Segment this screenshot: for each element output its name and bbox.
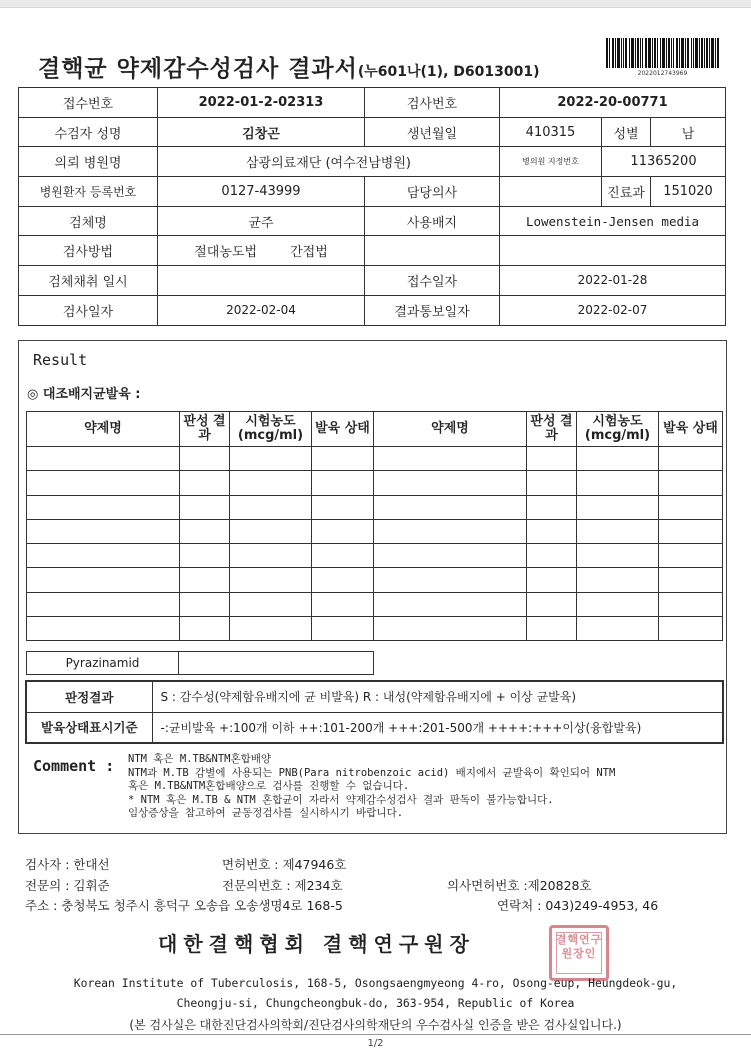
- pyrazinamide-label: Pyrazinamid: [27, 652, 179, 674]
- hospital-code-label: 병의원 지정번호: [500, 147, 602, 177]
- table-row: [19, 147, 726, 177]
- english-address-line2: Cheongju-si, Chungcheongbuk-do, 363-954, Republic of Korea: [176, 996, 575, 1010]
- table-row: [19, 177, 726, 207]
- patient-name-label: 수검자 성명: [19, 117, 158, 147]
- col-drug: 약제명: [374, 412, 527, 447]
- doctor-label: 담당의사: [365, 177, 500, 207]
- table-row: [27, 592, 723, 616]
- test-date: 2022-02-04: [158, 295, 365, 325]
- col-judge: 판성 결과: [180, 412, 230, 447]
- col-judge: 판성 결과: [527, 412, 577, 447]
- form-code: (누601나(1), D6013001): [357, 64, 540, 80]
- judge-criteria-text: S : 감수성(약제함유배지에 균 비발육) R : 내성(약제함유배지에 + 이상 균발육): [152, 681, 723, 712]
- viewer-top-bar: [0, 0, 751, 8]
- patient-reg-no: 0127-43999: [158, 177, 365, 207]
- test-no-label: 검사번호: [365, 88, 500, 118]
- sex-value: 남: [651, 117, 726, 147]
- judge-criteria-label: 판정결과: [26, 681, 152, 712]
- method-label: 검사방법: [19, 236, 158, 266]
- english-address-line1: Korean Institute of Tuberculosis, 168-5, Osongsaengmyeong 4-ro, Osong-eup, Heungdeok-gu,: [73, 976, 678, 990]
- receive-date: 2022-01-28: [500, 266, 726, 296]
- address: 주소 : 충청북도 청주시 흥덕구 오송읍 오송생명4로 168-5: [25, 898, 343, 913]
- media-value: Lowenstein-Jensen media: [500, 206, 726, 236]
- col-conc: 시험농도 (mcg/ml): [577, 412, 659, 447]
- birth-value: 410315: [500, 117, 602, 147]
- result-label: Result: [33, 351, 88, 369]
- organization-name: 대한결핵협회 결핵연구원장: [158, 932, 475, 956]
- table-row: [27, 519, 723, 543]
- doctor-license: 의사면허번호 :제20828호: [447, 878, 592, 893]
- table-row: [27, 471, 723, 495]
- comment-line: NTM 혹은 M.TB&NTM혼합배양: [128, 753, 272, 765]
- table-row: [27, 495, 723, 519]
- media-label: 사용배지: [365, 206, 500, 236]
- criteria-table: [25, 680, 724, 744]
- table-row: [19, 117, 726, 147]
- receipt-no: 2022-01-2-02313: [158, 88, 365, 118]
- dept-value: 151020: [651, 177, 726, 207]
- page-number: 1/2: [367, 1038, 384, 1049]
- test-date-label: 검사일자: [19, 295, 158, 325]
- specialist: 전문의 : 김휘준: [25, 878, 110, 893]
- table-row: [27, 617, 723, 641]
- barcode-number: 2022012743969: [637, 70, 688, 77]
- patient-name: 김창곤: [158, 117, 365, 147]
- test-no: 2022-20-00771: [500, 88, 726, 118]
- table-row: [19, 88, 726, 118]
- comment-text: [128, 753, 615, 821]
- report-date: 2022-02-07: [500, 295, 726, 325]
- pyrazinamide-row: [26, 651, 374, 675]
- birth-label: 생년월일: [365, 117, 500, 147]
- patient-reg-label: 병원환자 등록번호: [19, 177, 158, 207]
- method-absolute: 절대농도법: [194, 245, 258, 261]
- certification-note: (본 검사실은 대한진단검사의학회/진단검사의학재단의 우수검사실 인증을 받은 검사실입니다.): [129, 1018, 622, 1032]
- comment-line: NTM과 M.TB 감별에 사용되는 PNB(Para nitrobenzoic acid) 배지에서 균발육이 확인되어 NTM: [128, 766, 616, 779]
- table-row: [27, 568, 723, 592]
- table-row: [27, 447, 723, 471]
- specimen-value: 균주: [158, 206, 365, 236]
- tester: 검사자 : 한대선: [25, 857, 110, 872]
- table-row: [26, 712, 723, 743]
- comment-line: 임상증상을 참고하여 균동정검사를 실시하시기 바랍니다.: [128, 807, 404, 820]
- barcode-icon: [606, 38, 719, 68]
- specimen-label: 검체명: [19, 206, 158, 236]
- comment-line: 혹은 M.TB&NTM혼합배양으로 검사를 진행할 수 없습니다.: [128, 780, 410, 793]
- receipt-no-label: 접수번호: [19, 88, 158, 118]
- empty-cell: [500, 236, 726, 266]
- collect-date: [158, 266, 365, 296]
- col-drug: 약제명: [27, 412, 180, 447]
- table-row: [26, 681, 723, 712]
- table-row: [19, 236, 726, 266]
- comment-label: Comment :: [33, 757, 115, 775]
- comment-line: * NTM 혹은 M.TB & NTM 혼합균이 자라서 약제감수성검사 결과 판독이 불가능합니다.: [128, 793, 554, 806]
- table-row: [19, 206, 726, 236]
- col-growth: 발육 상태: [659, 412, 723, 447]
- seal-text: 결핵연구원장인: [555, 933, 603, 960]
- growth-criteria-label: 발육상태표시기준: [26, 712, 152, 743]
- title-text: 결핵균 약제감수성검사 결과서: [38, 56, 358, 82]
- table-row: [19, 266, 726, 296]
- doctor-value: [500, 177, 602, 207]
- method-indirect: 간접법: [290, 245, 328, 261]
- hospital-name: 삼광의료재단 (여수전남병원): [158, 147, 500, 177]
- report-date-label: 결과통보일자: [365, 295, 500, 325]
- document-title: [38, 50, 539, 83]
- drug-result-table: [26, 411, 723, 641]
- control-growth-label: ◎ 대조배지균발육 :: [27, 387, 141, 402]
- contact: 연락처 : 043)249-4953, 46: [497, 898, 659, 913]
- table-row: [19, 295, 726, 325]
- sex-label: 성별: [602, 117, 651, 147]
- specialist-no: 전문의번호 : 제234호: [222, 878, 343, 893]
- empty-cell: [365, 236, 500, 266]
- hospital-code: 11365200: [602, 147, 726, 177]
- receive-date-label: 접수일자: [365, 266, 500, 296]
- table-header-row: [27, 412, 723, 447]
- col-conc: 시험농도 (mcg/ml): [230, 412, 312, 447]
- method-value: [158, 236, 365, 266]
- hospital-label: 의뢰 병원명: [19, 147, 158, 177]
- dept-label: 진료과: [602, 177, 651, 207]
- table-row: [27, 544, 723, 568]
- collect-date-label: 검체채취 일시: [19, 266, 158, 296]
- tester-license: 면허번호 : 제47946호: [222, 857, 347, 872]
- official-seal-icon: [549, 925, 609, 981]
- patient-info-table: [18, 87, 726, 326]
- col-growth: 발육 상태: [312, 412, 374, 447]
- growth-criteria-text: -:균비발육 +:100개 이하 ++:101-200개 +++:201-500개 ++++:+++이상(융합발육): [152, 712, 723, 743]
